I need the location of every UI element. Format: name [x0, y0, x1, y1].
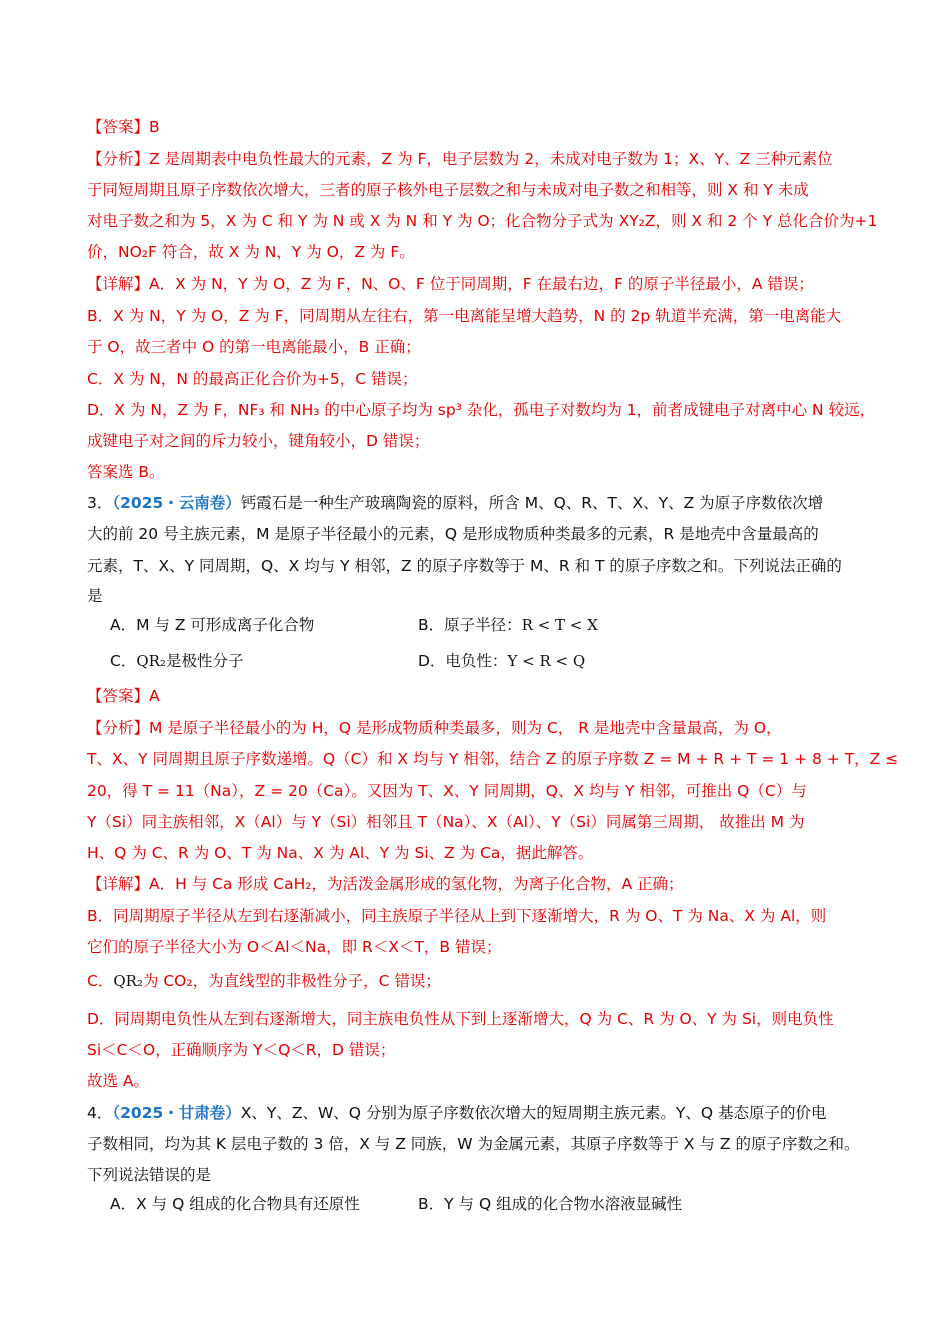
analysis-line: T、X、Y 同周期且原子序数递增。Q（C）和 X 均与 Y 相邻，结合 Z 的原子序数 Z = M + R + T = 1 + 8 + T，Z ≤ — [87, 750, 899, 768]
analysis-line: 于同短周期且原子序数依次增大，三者的原子核外电子层数之和与未成对电子数之和相等，则 X 和 Y 未成 — [87, 181, 809, 199]
question-source: （2025・云南卷） — [112, 494, 241, 512]
detail-line: B．同周期原子半径从左到右逐渐减小，同主族原子半径从上到下逐渐增大，R 为 O、T 为 Na、X 为 Al，则 — [87, 907, 827, 925]
option-b-label: B．原子半径： — [418, 616, 522, 634]
conclusion-line: 故选 A。 — [87, 1072, 150, 1090]
detail-line — [87, 970, 441, 992]
question-4-stem-line — [87, 1102, 827, 1124]
analysis-line: 【分析】M 是原子半径最小的为 H，Q 是形成物质种类最多，则为 C， R 是地壳中含量最高，为 O， — [87, 719, 782, 737]
analysis-line: 对电子数之和为 5，X 为 C 和 Y 为 N 或 X 为 N 和 Y 为 O；化合物分子式为 XY₂Z，则 X 和 2 个 Y 总化合价为+1 — [87, 212, 878, 230]
option-d — [418, 650, 585, 672]
analysis-line: Y（Si）同主族相邻，X（Al）与 Y（Si）相邻且 T（Na）、X（Al）、Y（Si）同属第三周期， 故推出 M 为 — [87, 813, 805, 831]
option-c-text: 是极性分子 — [165, 652, 244, 670]
analysis-line: 【分析】Z 是周期表中电负性最大的元素，Z 为 F，电子层数为 2，未成对电子数为 1；X、Y、Z 三种元素位 — [87, 150, 833, 168]
question-stem-text: 钙霞石是一种生产玻璃陶瓷的原料，所含 M、Q、R、T、X、Y、Z 为原子序数依次增 — [240, 494, 824, 512]
question-4-stem-line: 下列说法错误的是 — [87, 1166, 212, 1184]
question-source: （2025・甘肃卷） — [112, 1104, 241, 1122]
question-4-stem-line: 子数相同，均为其 K 层电子数的 3 倍，X 与 Z 同族，W 为金属元素，其原子序数等于 X 与 Z 的原子序数之和。 — [87, 1135, 860, 1153]
option-c-formula: QR₂ — [136, 652, 166, 670]
detail-line: 【详解】A．X 为 N，Y 为 O，Z 为 F，N、O、F 位于同周期，F 在最右边，F 的原子半径最小，A 错误； — [87, 275, 814, 293]
detail-c-label: C． — [87, 972, 114, 990]
detail-line: C．X 为 N，N 的最高正化合价为+5，C 错误； — [87, 370, 418, 388]
question-number: 3． — [87, 494, 113, 512]
analysis-line: 20，得 T = 11（Na），Z = 20（Ca）。又因为 T、X、Y 同周期，Q、X 均与 Y 相邻，可推出 Q（C）与 — [87, 782, 807, 800]
detail-c-text: 为 CO₂，为直线型的非极性分子，C 错误； — [142, 972, 441, 990]
question-stem-text: X、Y、Z、W、Q 分别为原子序数依次增大的短周期主族元素。Y、Q 基态原子的价电 — [240, 1104, 827, 1122]
option-d-label: D．电负性： — [418, 652, 508, 670]
answer-line: 【答案】A — [87, 687, 160, 705]
detail-line: Si＜C＜O，正确顺序为 Y＜Q＜R，D 错误； — [87, 1041, 396, 1059]
option-a: A．X 与 Q 组成的化合物具有还原性 — [110, 1195, 360, 1213]
detail-c-formula: QR₂ — [113, 972, 143, 990]
option-b: B．Y 与 Q 组成的化合物水溶液显碱性 — [418, 1195, 683, 1213]
detail-line: 【详解】A．H 与 Ca 形成 CaH₂，为活泼金属形成的氢化物，为离子化合物，A 正确； — [87, 875, 684, 893]
detail-line: D．同周期电负性从左到右逐渐增大，同主族电负性从下到上逐渐增大，Q 为 C、R 为 O、Y 为 Si，则电负性 — [87, 1010, 834, 1028]
option-c-label: C． — [110, 652, 137, 670]
option-a: A．M 与 Z 可形成离子化合物 — [110, 616, 315, 634]
question-3-stem-line — [87, 492, 823, 514]
option-d-formula: Y < R < Q — [507, 652, 586, 670]
option-b-formula: R < T < X — [521, 616, 598, 634]
conclusion-line: 答案选 B。 — [87, 463, 165, 481]
question-3-stem-line: 是 — [87, 587, 103, 605]
analysis-line: H、Q 为 C、R 为 O、T 为 Na、X 为 Al、Y 为 Si、Z 为 Ca，据此解答。 — [87, 844, 594, 862]
detail-line: 成键电子对之间的斥力较小，键角较小，D 错误； — [87, 432, 430, 450]
detail-line: 它们的原子半径大小为 O＜Al＜Na，即 R＜X＜T，B 错误； — [87, 938, 502, 956]
detail-line: B．X 为 N，Y 为 O，Z 为 F，同周期从左往右，第一电离能呈增大趋势，N 的 2p 轨道半充满，第一电离能大 — [87, 307, 842, 325]
question-3-stem-line: 大的前 20 号主族元素，M 是原子半径最小的元素，Q 是形成物质种类最多的元素，R 是地壳中含量最高的 — [87, 525, 819, 543]
detail-line: D．X 为 N，Z 为 F，NF₃ 和 NH₃ 的中心原子均为 sp³ 杂化，孤电子对数均为 1，前者成键电子对离中心 N 较远， — [87, 401, 876, 419]
question-3-stem-line: 元素，T、X、Y 同周期，Q、X 均与 Y 相邻，Z 的原子序数等于 M、R 和 T 的原子序数之和。下列说法正确的 — [87, 557, 842, 575]
option-c — [110, 650, 243, 672]
question-number: 4． — [87, 1104, 113, 1122]
answer-line: 【答案】B — [87, 118, 160, 136]
option-b — [418, 614, 598, 636]
analysis-line: 价，NO₂F 符合，故 X 为 N，Y 为 O，Z 为 F。 — [87, 243, 415, 261]
detail-line: 于 O，故三者中 O 的第一电离能最小，B 正确； — [87, 338, 421, 356]
